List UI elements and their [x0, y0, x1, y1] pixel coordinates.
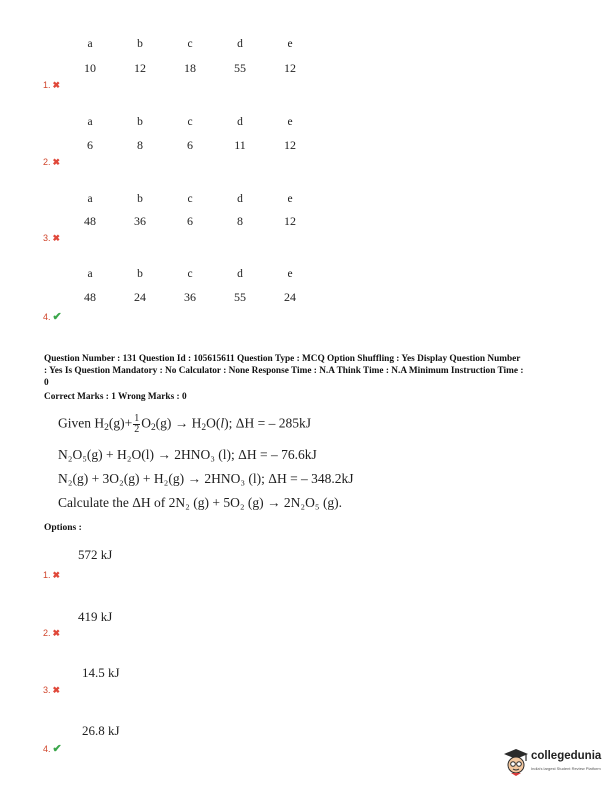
wrong-mark-icon: ✖: [52, 685, 61, 695]
wrong-mark-icon: ✖: [52, 233, 61, 243]
eq-given-word: Given: [58, 415, 91, 431]
grid-value: 10: [84, 61, 96, 75]
option-1-number: 1. ✖: [43, 570, 61, 580]
grid-value: 12: [134, 61, 146, 75]
grid-header: c: [187, 193, 193, 205]
grid-header: e: [287, 116, 293, 128]
question-metadata: [44, 353, 576, 389]
grid-value: 48: [84, 214, 96, 228]
question-equation-3: N₂(g) + 3O₂(g) + H₂(g) → 2HNO₃ (l); ΔH = – 348.2kJ: [58, 471, 354, 486]
graduate-mascot-icon: [503, 747, 529, 777]
option-1-value: 572 kJ: [78, 547, 113, 562]
grid-value: 18: [184, 61, 196, 75]
option-3-number: 3. ✖: [43, 685, 61, 695]
option-3-value: 14.5 kJ: [82, 665, 120, 680]
grid-header: a: [87, 268, 93, 280]
grid-value: 6: [187, 214, 193, 228]
grid-header: e: [287, 193, 293, 205]
eq-term: O: [141, 415, 151, 431]
grid-header: d: [237, 193, 243, 205]
grid-value: 36: [184, 290, 196, 304]
grid-header: d: [237, 116, 243, 128]
grid-header: b: [137, 116, 143, 128]
question-equation-4: Calculate the ΔH of 2N₂ (g) + 5O₂ (g) → 2N₂O₅ (g).: [58, 495, 343, 510]
correct-mark-icon: ✔: [52, 311, 62, 323]
eq-fraction: $\frac{1}{2}$: [134, 413, 140, 435]
question-marks: Correct Marks : 1 Wrong Marks : 0: [44, 392, 187, 402]
grid-value: 55: [234, 61, 246, 75]
grid-header: e: [287, 268, 293, 280]
grid-value: 24: [134, 290, 146, 304]
option-2-value: 419 kJ: [78, 609, 113, 624]
grid-value: 8: [137, 138, 143, 152]
wrong-mark-icon: ✖: [52, 80, 61, 90]
grid-value: 55: [234, 290, 246, 304]
grid-header: e: [287, 38, 293, 50]
prev-option-2-number: 2. ✖: [43, 157, 61, 167]
grid-header: b: [137, 268, 143, 280]
grid-value: 48: [84, 290, 96, 304]
eq-term: H: [94, 415, 105, 431]
eq-term: (g)+: [108, 415, 133, 431]
option-4-value: 26.8 kJ: [82, 723, 120, 738]
logo-tagline: India's largest Student Review Platform: [531, 766, 601, 771]
grid-header: d: [237, 268, 243, 280]
grid-value: 6: [87, 138, 93, 152]
grid-value: 12: [284, 214, 296, 228]
grid-value: 12: [284, 61, 296, 75]
correct-mark-icon: ✔: [52, 743, 62, 755]
grid-header: a: [87, 193, 93, 205]
question-equation-1: Given $H_2(g)+$ $\frac{1}{2}$ $O_2(g) \to H_2O(l)$; ΔH = – 285kJ: [58, 413, 311, 435]
grid-value: 6: [187, 138, 193, 152]
question-meta-line: Question Number : 131 Question Id : 105615611 Question Type : MCQ Option Shuffling : Yes Display Question Number: [44, 354, 521, 364]
prev-option-3-number: 3. ✖: [43, 233, 61, 243]
eq-term: O(: [206, 415, 221, 431]
grid-header: d: [237, 38, 243, 50]
grid-value: 12: [284, 138, 296, 152]
grid-header: b: [137, 193, 143, 205]
prev-option-1-number: 1. ✖: [43, 80, 61, 90]
option-4-number: 4. ✔: [43, 743, 62, 755]
grid-header: c: [187, 116, 193, 128]
wrong-mark-icon: ✖: [52, 570, 61, 580]
grid-value: 8: [237, 214, 243, 228]
eq-term: ); ΔH = – 285kJ: [224, 415, 311, 431]
grid-header: b: [137, 38, 143, 50]
collegedunia-logo: [503, 747, 603, 779]
eq-term: (g) → H: [155, 415, 202, 431]
wrong-mark-icon: ✖: [52, 157, 61, 167]
question-meta-line: : Yes Is Question Mandatory : No Calculator : None Response Time : N.A Think Time : N.A Minimum Instruction Time :: [44, 366, 524, 376]
grid-header: a: [87, 38, 93, 50]
option-2-number: 2. ✖: [43, 628, 61, 638]
logo-name: collegedunia: [531, 750, 602, 762]
question-equation-2: N₂O₅(g) + H₂O(l) → 2HNO₃ (l); ΔH = – 76.6kJ: [58, 447, 317, 462]
grid-value: 24: [284, 290, 296, 304]
prev-option-4-number: 4. ✔: [43, 311, 62, 323]
grid-value: 36: [134, 214, 146, 228]
eq-term: l: [220, 415, 225, 431]
wrong-mark-icon: ✖: [52, 628, 61, 638]
grid-value: 11: [234, 138, 246, 152]
question-meta-line: 0: [44, 378, 49, 388]
grid-header: c: [187, 268, 193, 280]
options-label: Options :: [44, 523, 82, 533]
grid-header: c: [187, 38, 193, 50]
grid-header: a: [87, 116, 93, 128]
